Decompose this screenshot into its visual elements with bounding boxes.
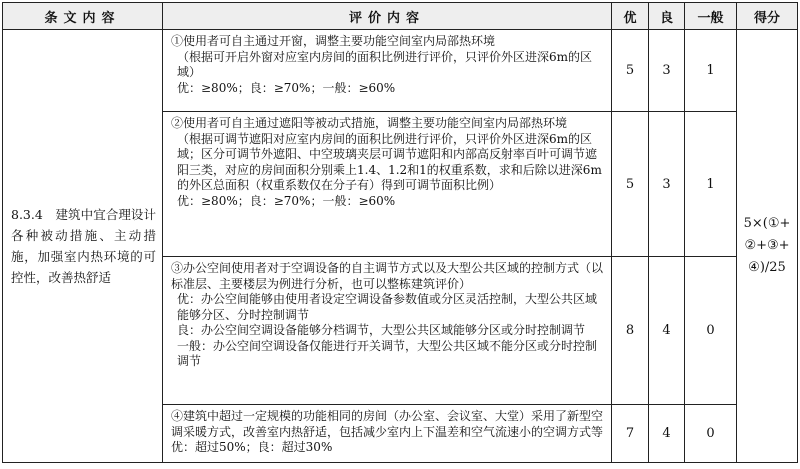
item-4-good: 4 <box>649 405 685 463</box>
item-4-excellent: 7 <box>612 405 649 463</box>
item-1-average: 1 <box>685 30 737 112</box>
item-content-4 <box>163 405 616 463</box>
header-score: 得分 <box>737 3 798 30</box>
score-formula-line-2: ②+③+ <box>744 238 790 253</box>
item-3-line-4: 一般：办公空间空调设备仅能进行开关调节，大型公共区域不能分区或分时控制调节 <box>177 338 598 368</box>
item-1-excellent: 5 <box>612 30 649 112</box>
clause-cell: 8.3.4 建筑中宜合理设计各种被动措施、主动措施，加强室内热环境的可控性，改善热舒适 <box>3 30 163 463</box>
item-3-average: 0 <box>685 257 737 405</box>
header-content: 评价内容 <box>163 3 612 30</box>
item-2-average: 1 <box>685 112 737 257</box>
item-2-line-1: ②使用者可自主通过遮阳等被动式措施，调整主要功能空间室内局部热环境 <box>171 116 568 130</box>
evaluation-table <box>2 2 798 463</box>
header-clause: 条文内容 <box>3 3 163 30</box>
item-content-2 <box>163 112 612 257</box>
score-cell <box>737 30 798 463</box>
header-average: 一般 <box>685 3 737 30</box>
item-4-line-1: ④建筑中超过一定规模的功能相同的房间（办公室、会议室、大堂）采用了新型空调采暖方式，改善室内热舒适，包括减少室内上下温差和空气流速小的空调方式等 优：超过50%；良：超过30% <box>171 409 616 454</box>
item-1-good: 3 <box>649 30 685 112</box>
item-3-line-3: 良：办公空间空调设备能够分档调节，大型公共区域能够分区或分时控制调节 <box>177 323 586 337</box>
table-row <box>3 30 798 112</box>
item-3-line-1: ③办公空间使用者对于空调设备的自主调节方式以及大型公共区域的控制方式（以标准层、主要楼层为例进行分析，也可以整栋建筑评价） <box>171 261 604 291</box>
item-1-line-2: （根据可开启外窗对应室内房间的面积比例进行评价，只评价外区进深6m的区域） <box>177 49 593 79</box>
item-4-average: 0 <box>685 405 737 463</box>
item-2-good: 3 <box>649 112 685 257</box>
item-content-3 <box>163 257 612 405</box>
item-1-line-3: 优：≥80%；良：≥70%；一般：≥60% <box>177 80 396 95</box>
header-good: 良 <box>649 3 685 30</box>
item-content-1 <box>163 30 612 112</box>
item-2-line-3: 优：≥80%；良：≥70%；一般：≥60% <box>177 193 396 208</box>
item-3-good: 4 <box>649 257 685 405</box>
header-row <box>3 3 798 30</box>
item-2-line-2: （根据可调节遮阳对应室内房间的面积比例进行评价，只评价外区进深6m的区域；区分可调节外遮阳、中空玻璃夹层可调节遮阳和内部高反射率百叶可调节遮阳三类，对应的房间面积分别乘上1.4、1.2和1的权重系数，求和后除以进深6m的外区总面积（权重系数仅在分子有）得到可调节面积比例） <box>177 131 602 192</box>
item-1-line-1: ①使用者可自主通过开窗，调整主要功能空间室内局部热环境 <box>171 34 496 48</box>
header-excellent: 优 <box>612 3 649 30</box>
score-formula-line-1: 5×(①+ <box>743 216 791 231</box>
item-3-line-2: 优：办公空间能够由使用者设定空调设备参数值或分区灵活控制，大型公共区域能够分区、分时控制调节 <box>177 292 598 322</box>
item-2-excellent: 5 <box>612 112 649 257</box>
score-formula-line-3: ④)/25 <box>748 260 786 275</box>
score-formula <box>737 213 797 279</box>
item-3-excellent: 8 <box>612 257 649 405</box>
